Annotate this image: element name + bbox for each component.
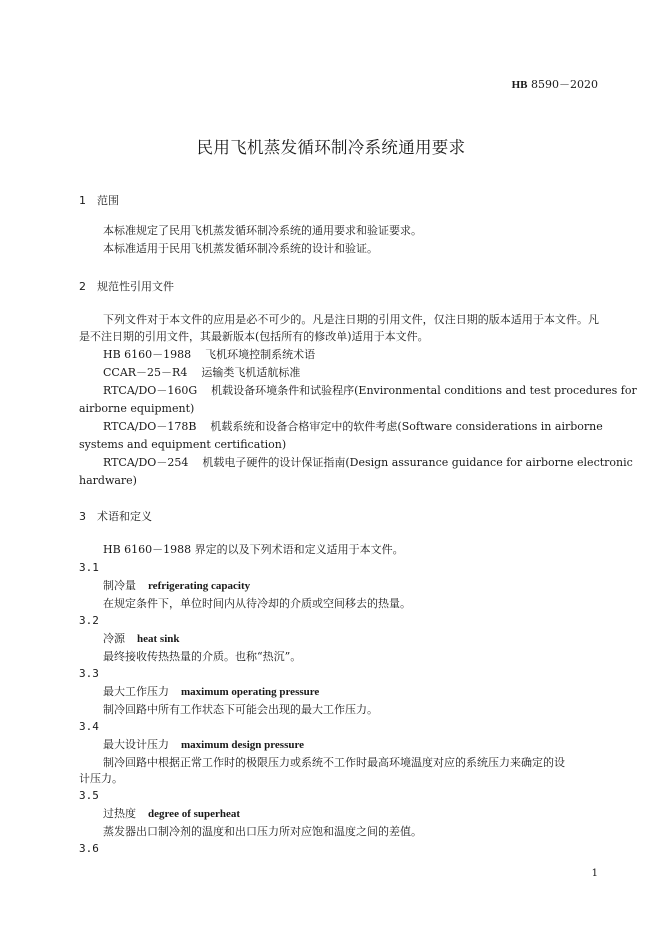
clause-number: 3.4 bbox=[79, 720, 99, 733]
section-3-heading bbox=[79, 508, 152, 524]
term-definition: 制冷回路中根据正常工作时的极限压力或系统不工作时最高环境温度对应的系统压力来确定的设 bbox=[103, 756, 565, 769]
reference-code: RTCA/DO－178B bbox=[103, 420, 197, 433]
reference-code: HB 6160－1988 bbox=[103, 348, 192, 361]
standard-code: 8590－2020 bbox=[531, 78, 598, 91]
reference-item bbox=[103, 454, 633, 470]
term-heading bbox=[103, 577, 250, 593]
term-definition: 蒸发器出口制冷剂的温度和出口压力所对应饱和温度之间的差值。 bbox=[103, 825, 422, 838]
clause-number: 3.2 bbox=[79, 614, 99, 627]
reference-continuation: systems and equipment certification) bbox=[79, 438, 287, 451]
paragraph: 下列文件对于本文件的应用是必不可少的。凡是注日期的引用文件，仅注日期的版本适用于本文件。凡是不注日期的引用文件，其最新版本(包括所有的修改单)适用于本文件。 bbox=[79, 313, 599, 343]
paragraph: 本标准规定了民用飞机蒸发循环制冷系统的通用要求和验证要求。 bbox=[103, 224, 422, 237]
term-heading bbox=[103, 805, 240, 821]
reference-code: RTCA/DO－254 bbox=[103, 456, 189, 469]
clause-number: 3.3 bbox=[79, 667, 99, 680]
term-heading bbox=[103, 736, 304, 752]
clause-number: 3.1 bbox=[79, 561, 99, 574]
standard-number bbox=[512, 76, 598, 92]
paragraph: 本标准适用于民用飞机蒸发循环制冷系统的设计和验证。 bbox=[103, 242, 378, 255]
paragraph: HB 6160－1988 界定的以及下列术语和定义适用于本文件。 bbox=[103, 543, 404, 556]
reference-item bbox=[103, 346, 315, 362]
reference-continuation: airborne equipment) bbox=[79, 402, 195, 415]
term-en: degree of superheat bbox=[148, 808, 241, 820]
section-number: 3 bbox=[79, 510, 86, 523]
reference-title: 飞机环境控制系统术语 bbox=[205, 348, 316, 361]
reference-item bbox=[103, 364, 300, 380]
section-title: 术语和定义 bbox=[97, 510, 152, 523]
term-en: maximum operating pressure bbox=[181, 686, 320, 698]
reference-title: 运输类飞机适航标准 bbox=[201, 366, 301, 379]
clause-number: 3.5 bbox=[79, 789, 99, 802]
term-definition-continuation: 计压力。 bbox=[79, 772, 123, 785]
term-heading bbox=[103, 683, 319, 699]
reference-title: 机载设备环境条件和试验程序(Environmental conditions and test procedures for bbox=[211, 384, 637, 397]
section-2-heading bbox=[79, 278, 174, 294]
term-definition: 制冷回路中所有工作状态下可能会出现的最大工作压力。 bbox=[103, 703, 378, 716]
reference-item bbox=[103, 418, 603, 434]
term-zh: 冷源 bbox=[103, 632, 125, 645]
section-number: 1 bbox=[79, 194, 86, 207]
reference-title: 机载系统和设备合格审定中的软件考虑(Software considerations in airborne bbox=[210, 420, 603, 433]
section-1-heading bbox=[79, 192, 119, 208]
term-en: maximum design pressure bbox=[181, 739, 305, 751]
term-en: refrigerating capacity bbox=[148, 580, 251, 592]
term-zh: 最大设计压力 bbox=[103, 738, 169, 751]
reference-code: CCAR－25－R4 bbox=[103, 366, 188, 379]
term-zh: 过热度 bbox=[103, 807, 136, 820]
section-title: 范围 bbox=[97, 194, 119, 207]
term-heading bbox=[103, 630, 180, 646]
term-definition: 在规定条件下，单位时间内从待冷却的介质或空间移去的热量。 bbox=[103, 597, 411, 610]
term-definition: 最终接收传热热量的介质。也称“热沉”。 bbox=[103, 650, 302, 663]
term-en: heat sink bbox=[137, 633, 180, 645]
section-title: 规范性引用文件 bbox=[97, 280, 174, 293]
reference-code: RTCA/DO－160G bbox=[103, 384, 198, 397]
section-number: 2 bbox=[79, 280, 86, 293]
document-title: 民用飞机蒸发循环制冷系统通用要求 bbox=[196, 138, 466, 157]
reference-title: 机载电子硬件的设计保证指南(Design assurance guidance for airborne electronic bbox=[202, 456, 633, 469]
term-zh: 制冷量 bbox=[103, 579, 136, 592]
standard-prefix: HB bbox=[511, 79, 528, 91]
page-number: 1 bbox=[591, 868, 598, 879]
reference-continuation: hardware) bbox=[79, 474, 137, 487]
clause-number: 3.6 bbox=[79, 842, 99, 855]
term-zh: 最大工作压力 bbox=[103, 685, 169, 698]
reference-item bbox=[103, 382, 637, 398]
